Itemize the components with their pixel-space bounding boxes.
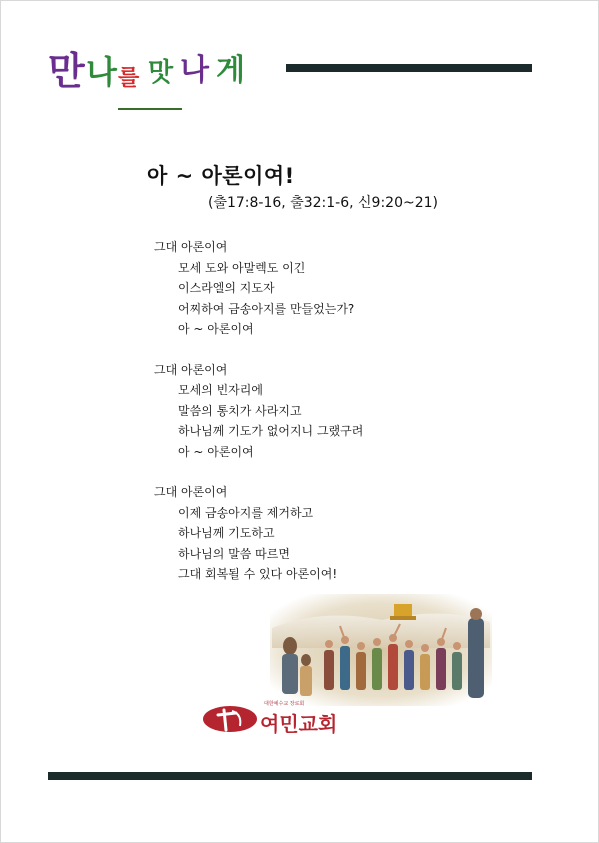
manna-logo <box>48 48 308 110</box>
poem-line: 어찌하여 금송아지를 만들었는가? <box>178 301 355 316</box>
bottom-divider-bar <box>48 772 532 780</box>
stanza-opening: 그대 아론이여 <box>154 485 228 499</box>
scripture-reference: (출17:8-16, 출32:1-6, 신9:20~21) <box>208 195 438 211</box>
poem-line: 모세 도와 아말렉도 이긴 <box>178 260 306 275</box>
church-name: 여민교회 <box>260 712 338 736</box>
logo-char-2: 나 <box>86 53 117 91</box>
stanza-opening: 그대 아론이여 <box>154 240 228 254</box>
church-logo <box>200 700 340 736</box>
poem-line: 말씀의 통치가 사라지고 <box>178 403 302 418</box>
logo-char-5: 나 <box>180 53 209 88</box>
logo-char-4: 맛 <box>148 58 174 88</box>
logo-char-6: 게 <box>216 53 245 88</box>
top-divider-bar <box>286 64 532 72</box>
poem <box>154 237 363 605</box>
poem-line: 하나님의 말씀 따르면 <box>178 546 290 561</box>
stanza-opening: 그대 아론이여 <box>154 362 228 377</box>
church-tagline: 대한예수교 장로회 <box>264 701 305 707</box>
poem-line: 모세의 빈자리에 <box>178 383 263 397</box>
poem-line: 하나님께 기도가 없어지니 그랬구려 <box>178 424 364 438</box>
poem-line: 아 ~ 아론이여 <box>178 444 254 459</box>
poem-line: 하나님께 기도하고 <box>178 526 275 540</box>
golden-calf-illustration <box>262 588 498 712</box>
church-emblem-icon <box>202 704 258 734</box>
poem-line: 그대 회복될 수 있다 아론이여! <box>178 567 338 581</box>
stanza-3 <box>154 482 363 585</box>
page-title: 아 ~ 아론이여! <box>147 164 295 188</box>
logo-char-3: 를 <box>118 66 140 91</box>
poem-line: 이스라엘의 지도자 <box>178 281 275 295</box>
logo-underline <box>118 108 182 110</box>
stanza-1 <box>154 237 363 340</box>
logo-char-1: 만 <box>48 49 85 93</box>
stanza-2 <box>154 360 363 463</box>
poem-line: 아 ~ 아론이여 <box>178 322 254 336</box>
poem-line: 이제 금송아지를 제거하고 <box>178 505 314 520</box>
